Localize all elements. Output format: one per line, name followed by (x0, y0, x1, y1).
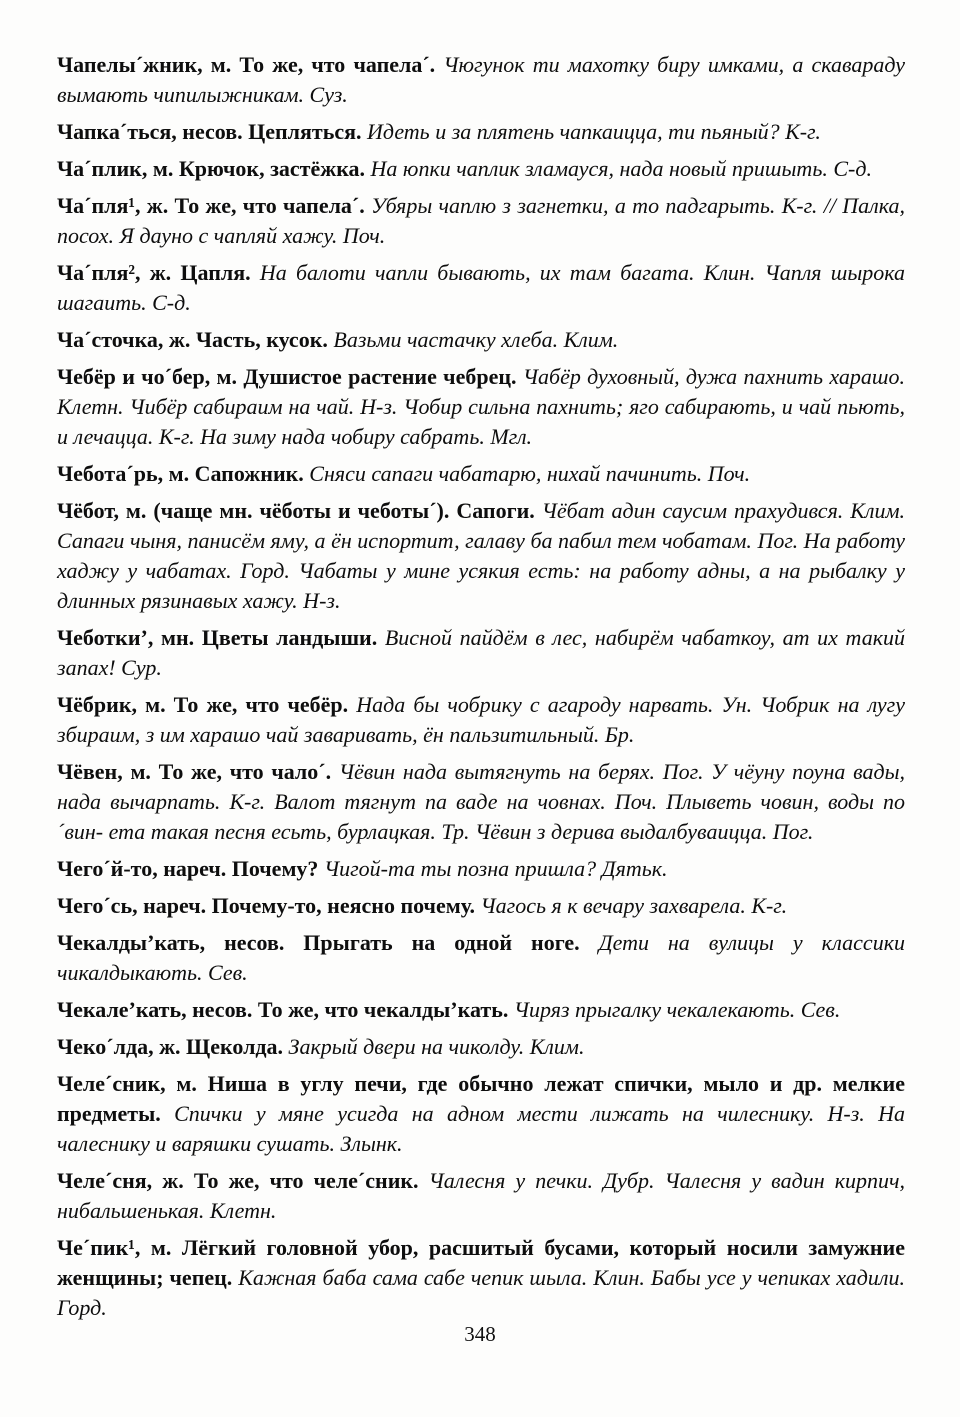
entry-headword-definition: Ча´плик, м. Крючок, застёжка. (57, 156, 371, 181)
entry-headword-definition: Чекалды’кать, несов. Прыгать на одной ноге. (57, 930, 599, 955)
entry-headword-definition: Чего´й-то, нареч. Почему? (57, 856, 324, 881)
entry-example-citation: Дети на вулицы у классики чикалдыкають. Сев. (57, 930, 905, 985)
entry-headword-definition: Чекале’кать, несов. То же, что чекалды’кать. (57, 997, 514, 1022)
entry-headword-definition: Ча´пля², ж. Цапля. (57, 260, 260, 285)
entry-headword-definition: Чебёр и чо´бер, м. Душистое растение чебрец. (57, 364, 523, 389)
dictionary-entry (57, 325, 905, 355)
entry-example-citation: Чёбат адин саусим прахудився. Клим. Сапаги чыня, панисём яму, а ён испортит, галаву ба пабил тем чобатам. Пог. На работу хаджу у чабатах. Горд. Чабаты у мине усякия есть: на работу адны, а на рыбалку у длинных рязинавых хажу. Н-з. (57, 498, 905, 613)
entry-example-citation: Закрый двери на чиколду. Клим. (288, 1034, 585, 1059)
dictionary-entry (57, 891, 905, 921)
entry-example-citation: Сняси сапаги чабатарю, нихай пачинить. Поч. (309, 461, 751, 486)
entry-headword-definition: Чапка´ться, несов. Цепляться. (57, 119, 368, 144)
entry-example-citation: Нада бы чобрику с агароду нарвать. Ун. Чобрик на лугу збираим, з им харашо чай заваривать, ён пальзитильный. Бр. (57, 692, 905, 747)
entry-example-citation: Чюгунок ти махотку биру имками, а скавараду вымають чипилыжникам. Суз. (57, 52, 905, 107)
entry-example-citation: Кажная баба сама сабе чепик шыла. Клин. Бабы усе у чепиках хадили. Горд. (57, 1265, 905, 1320)
entry-headword-definition: Ча´сточка, ж. Часть, кусок. (57, 327, 334, 352)
entry-headword-definition: Челе´сня, ж. То же, что челе´сник. (57, 1168, 429, 1193)
entry-example-citation: Чёвин нада вытягнуть на берях. Пог. У чёуну поуна вады, нада вычарпать. К-г. Валот тягнут па ваде на човнах. Поч. Плыветь човин, воды по´вин- ета такая песня есьть, бурлацкая. Тр. Чёвин з дерива выдалбуваицца. Пог. (57, 759, 905, 844)
page-number: 348 (464, 1322, 496, 1346)
entry-headword-definition: Чеко´лда, ж. Щеколда. (57, 1034, 289, 1059)
dictionary-entry (57, 928, 905, 988)
entry-example-citation: Чалесня у печки. Дубр. Чалесня у вадин кирпич, нибальшенькая. Клетн. (57, 1168, 905, 1223)
dictionary-entry (57, 1032, 905, 1062)
entries-container (57, 50, 905, 1323)
entry-headword-definition: Ча´пля¹, ж. То же, что чапела´. (57, 193, 372, 218)
dictionary-entry (57, 757, 905, 847)
entry-headword-definition: Чеботки’, мн. Цветы ландыши. (57, 625, 385, 650)
entry-headword-definition: Чего´сь, нареч. Почему-то, неясно почему. (57, 893, 481, 918)
dictionary-entry (57, 459, 905, 489)
entry-headword-definition: Чебота´рь, м. Сапожник. (57, 461, 310, 486)
entry-example-citation: Чигой-та ты позна пришла? Дятьк. (323, 856, 668, 881)
dictionary-entry (57, 496, 905, 616)
entry-example-citation: Спички у мяне усигда на адном мести лижать на чилеснику. Н-з. На чалеснику и варяшки сушать. Злынк. (57, 1101, 906, 1156)
entry-headword-definition: Чёбот, м. (чаще мн. чёботы и чеботы´). Сапоги. (57, 498, 542, 523)
dictionary-entry (57, 1166, 905, 1226)
entry-example-citation: Чиряз прыгалку чекалекають. Сев. (513, 997, 841, 1022)
entry-headword-definition: Чёбрик, м. То же, что чебёр. (57, 692, 357, 717)
entry-headword-definition: Чапелы´жник, м. То же, что чапела´. (57, 52, 444, 77)
entry-example-citation: На юпки чаплик зламауся, нада новый пришыть. С-д. (370, 156, 872, 181)
entry-example-citation: На балоти чапли бывають, их там багата. Клин. Чапля шырока шагаить. С-д. (57, 260, 905, 315)
dictionary-entry (57, 854, 905, 884)
entry-example-citation: Висной пайдём в лес, набирём чабаткоу, ат их такий запах! Сур. (57, 625, 905, 680)
dictionary-entry (57, 117, 905, 147)
entry-headword-definition: Че´пик¹, м. Лёгкий головной убор, расшитый бусами, который носили замужние женщины; чепец. (57, 1235, 905, 1290)
entry-headword-definition: Чёвен, м. То же, что чало´. (57, 759, 339, 784)
dictionary-entry (57, 1069, 905, 1159)
entry-headword-definition: Челе´сник, м. Ниша в углу печи, где обычно лежат спички, мыло и др. мелкие предметы. (57, 1071, 905, 1126)
dictionary-entry (57, 191, 905, 251)
dictionary-entry (57, 154, 905, 184)
dictionary-entry (57, 1233, 905, 1323)
dictionary-entry (57, 362, 905, 452)
dictionary-entry (57, 258, 905, 318)
entry-example-citation: Вазьми частачку хлеба. Клим. (333, 327, 619, 352)
page-footer (0, 1322, 960, 1347)
entry-example-citation: Идеть и за плятень чапкаицца, ти пьяный? К-г. (367, 119, 821, 144)
entry-example-citation: Чабёр духовный, дужа пахнить харашо. Клетн. Чибёр сабираим на чай. Н-з. Чобир сильна пахнить; яго сабирають, и чай пьють, и лечацца. К-г. На зиму нада чобиру сабрать. Мгл. (57, 364, 905, 449)
dictionary-entry (57, 50, 905, 110)
dictionary-entry (57, 623, 905, 683)
entry-example-citation: Чагось я к вечару захварела. К-г. (480, 893, 788, 918)
dictionary-entry (57, 690, 905, 750)
entry-example-citation: Убяры чаплю з загнетки, а то падгарыть. К-г. // Палка, посох. Я дауно с чапляй хажу. Поч. (57, 193, 905, 248)
dictionary-entry (57, 995, 905, 1025)
